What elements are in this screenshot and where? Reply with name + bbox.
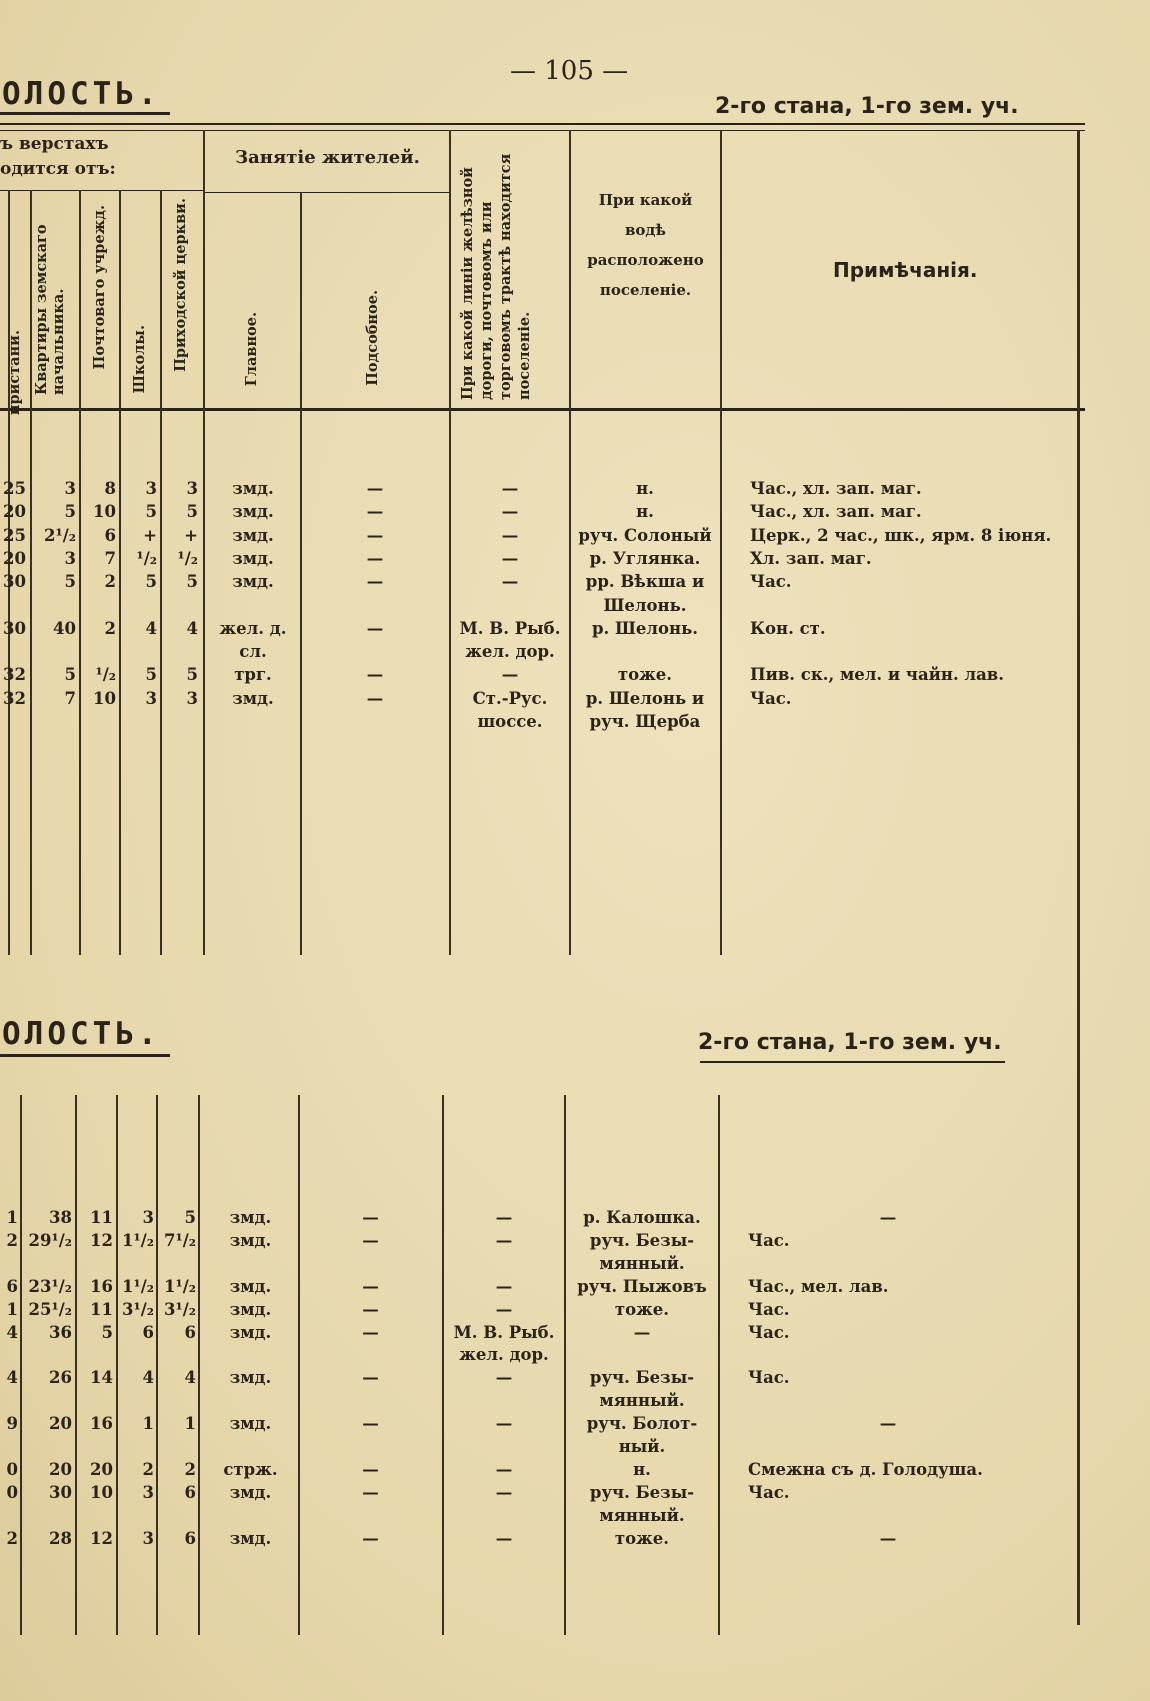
occupation-group-rule — [205, 192, 450, 193]
col-header-pochta: Почтоваго учрежд. — [91, 205, 108, 370]
table-row — [0, 548, 1080, 571]
cell-po: 7 — [104, 548, 116, 568]
cell-road: М. В. Рыб. — [453, 1322, 555, 1342]
table-row — [0, 1505, 1080, 1528]
cell-s: ¹/₂ — [136, 548, 157, 568]
cell-main: змд. — [229, 1276, 272, 1296]
cell-water: руч. Щерба — [589, 712, 701, 731]
cell-s: 3 — [145, 688, 157, 708]
cell-notes: Церк., 2 час., шк., ярм. 8 іюня. — [750, 525, 1052, 545]
cell-p: 4 — [6, 1368, 18, 1388]
section-2-title-underline — [0, 1054, 170, 1057]
cell-main: змд. — [229, 1299, 272, 1319]
cell-main: сл. — [239, 642, 267, 662]
cell-notes: Час. — [750, 572, 792, 592]
cell-c: 6 — [184, 1322, 196, 1342]
col-header-tserkov: Приходской церкви. — [172, 198, 189, 372]
table-row — [0, 595, 1080, 618]
cell-water: Шелонь. — [603, 595, 687, 615]
header-bottom-rule — [0, 408, 1085, 411]
page-number: — 105 — — [510, 56, 629, 86]
cell-notes: Кон. ст. — [750, 618, 826, 638]
cell-notes: Час., хл. зап. маг. — [750, 479, 922, 498]
cell-k: 20 — [49, 1414, 72, 1434]
cell-aux: — — [366, 572, 384, 592]
cell-aux: — — [362, 1368, 379, 1388]
cell-s: + — [143, 525, 157, 545]
cell-road: — — [495, 1528, 513, 1548]
cell-p: 9 — [6, 1414, 18, 1434]
cell-k: 5 — [64, 502, 76, 522]
table-row — [0, 1413, 1080, 1436]
cell-c: 1¹/₂ — [164, 1276, 196, 1296]
cell-po: 5 — [101, 1322, 113, 1342]
cell-notes: Час., мел. лав. — [748, 1276, 889, 1296]
col-header-main: Главное. — [243, 312, 260, 387]
cell-notes: — — [879, 1414, 897, 1434]
cell-water: тоже. — [617, 665, 673, 685]
cell-road: шоссе. — [477, 712, 543, 731]
cell-aux: — — [366, 665, 384, 685]
section-2-subtitle: 2-го стана, 1-го зем. уч. — [698, 1030, 1002, 1055]
cell-water: р. Шелонь и — [585, 688, 705, 708]
cell-po: 20 — [90, 1459, 113, 1479]
cell-po: ¹/₂ — [95, 665, 116, 685]
cell-po: 12 — [90, 1230, 113, 1250]
cell-water: мянный. — [599, 1391, 685, 1411]
cell-water: тоже. — [614, 1528, 670, 1548]
cell-notes: Час. — [748, 1322, 790, 1342]
table-row — [0, 1390, 1080, 1413]
cell-c: 4 — [184, 1368, 196, 1388]
cell-aux: — — [366, 688, 384, 708]
cell-s: 3 — [142, 1208, 154, 1227]
cell-k: 40 — [53, 618, 76, 638]
cell-water: н. — [636, 502, 654, 522]
cell-k: 23¹/₂ — [28, 1276, 72, 1296]
section-1-subtitle: 2-го стана, 1-го зем. уч. — [715, 94, 1019, 119]
table-row — [0, 618, 1080, 641]
cell-p: 25 — [3, 479, 26, 498]
table-row — [0, 501, 1080, 524]
cell-p: 1 — [6, 1299, 18, 1319]
cell-road: — — [495, 1368, 513, 1388]
cell-po: 11 — [90, 1299, 113, 1319]
cell-p: 2 — [6, 1230, 18, 1250]
cell-main: змд. — [232, 525, 274, 545]
cell-road: — — [495, 1230, 513, 1250]
cell-p: 32 — [3, 665, 26, 685]
cell-water: ный. — [618, 1437, 666, 1456]
col-header-road: При какой линіи желѣзной дороги, почтовомъ или торговомъ трактѣ находится поселеніе. — [459, 153, 533, 400]
cell-main: змд. — [232, 502, 274, 522]
cell-aux: — — [362, 1230, 379, 1250]
cell-main: змд. — [229, 1414, 272, 1434]
cell-po: 14 — [90, 1368, 113, 1388]
cell-water: руч. Пыжовъ — [577, 1276, 707, 1296]
cell-aux: — — [362, 1414, 379, 1434]
cell-k: 36 — [49, 1322, 72, 1342]
cell-p: 4 — [6, 1322, 18, 1342]
table-row — [0, 1436, 1080, 1459]
table-row — [0, 1482, 1080, 1505]
cell-k: 30 — [49, 1482, 72, 1502]
cell-po: 16 — [90, 1276, 113, 1296]
col-header-shkola: Школы. — [131, 325, 148, 394]
table-row — [0, 1344, 1080, 1367]
cell-road: — — [495, 1459, 513, 1479]
cell-po: 2 — [104, 572, 116, 592]
cell-k: 2¹/₂ — [44, 525, 76, 545]
cell-water: н. — [633, 1459, 651, 1479]
cell-notes: — — [879, 1208, 897, 1227]
cell-water: р. Углянка. — [589, 548, 701, 568]
cell-water: руч. Солоный — [578, 525, 712, 545]
cell-c: 6 — [184, 1528, 196, 1548]
cell-s: 4 — [142, 1368, 154, 1388]
table-row — [0, 1207, 1080, 1230]
cell-water: мянный. — [599, 1253, 685, 1273]
cell-po: 2 — [104, 618, 116, 638]
cell-aux: — — [366, 525, 384, 545]
cell-water: руч. Безы- — [589, 1230, 695, 1250]
cell-water: — — [633, 1322, 651, 1342]
table-row — [0, 1230, 1080, 1253]
cell-p: 1 — [6, 1208, 18, 1227]
cell-p: 2 — [6, 1528, 18, 1548]
cell-water: тоже. — [614, 1299, 670, 1319]
cell-c: 6 — [184, 1482, 196, 1502]
cell-notes: Пив. ск., мел. и чайн. лав. — [750, 665, 1005, 685]
cell-p: 30 — [3, 618, 26, 638]
cell-p: 30 — [3, 572, 26, 592]
cell-water: н. — [636, 479, 654, 498]
cell-notes: Хл. зап. маг. — [750, 548, 872, 568]
cell-k: 38 — [49, 1208, 72, 1227]
cell-main: змд. — [232, 479, 274, 498]
cell-notes: — — [879, 1528, 897, 1548]
table-row — [0, 641, 1080, 664]
cell-aux: — — [366, 548, 384, 568]
cell-s: 1¹/₂ — [122, 1230, 154, 1250]
cell-c: ¹/₂ — [177, 548, 198, 568]
cell-k: 7 — [64, 688, 76, 708]
cell-road: — — [501, 502, 519, 522]
section-2-title: ОЛОСТЬ. — [2, 1016, 161, 1052]
cell-notes: Час. — [748, 1299, 790, 1319]
cell-p: 0 — [6, 1482, 18, 1502]
cell-c: 5 — [186, 572, 198, 592]
cell-road: — — [495, 1299, 513, 1319]
cell-notes: Час. — [750, 688, 792, 708]
cell-road: — — [495, 1482, 513, 1502]
cell-k: 26 — [49, 1368, 72, 1388]
cell-road: — — [495, 1276, 513, 1296]
cell-c: 3¹/₂ — [164, 1299, 196, 1319]
table-row — [0, 664, 1080, 687]
cell-road: М. В. Рыб. — [459, 618, 561, 638]
cell-s: 5 — [145, 665, 157, 685]
cell-water: руч. Безы- — [589, 1368, 695, 1388]
section-1-title-underline — [0, 112, 170, 115]
cell-aux: — — [366, 502, 384, 522]
cell-road: жел. дор. — [459, 1345, 549, 1365]
cell-water: руч. Болот- — [586, 1414, 698, 1434]
cell-k: 20 — [49, 1459, 72, 1479]
table-row — [0, 571, 1080, 594]
distance-group-label: ъ верстахъ одится отъ: — [0, 134, 116, 179]
cell-k: 3 — [64, 479, 76, 498]
cell-po: 8 — [104, 479, 116, 498]
cell-notes: Час. — [748, 1368, 790, 1388]
cell-road: — — [501, 479, 519, 498]
cell-po: 6 — [104, 525, 116, 545]
cell-p: 20 — [3, 502, 26, 522]
cell-p: 20 — [3, 548, 26, 568]
cell-road: — — [501, 665, 519, 685]
cell-road: Ст.-Рус. — [472, 688, 548, 708]
cell-aux: — — [362, 1208, 379, 1227]
cell-c: 5 — [186, 502, 198, 522]
occupation-group-label: Занятіе жителей. — [235, 147, 420, 168]
cell-main: змд. — [229, 1482, 272, 1502]
cell-aux: — — [362, 1276, 379, 1296]
cell-c: 3 — [186, 479, 198, 498]
cell-water: р. Калошка. — [583, 1208, 701, 1227]
cell-p: 6 — [6, 1276, 18, 1296]
cell-main: змд. — [229, 1322, 272, 1342]
cell-aux: — — [362, 1322, 379, 1342]
cell-main: трг. — [234, 665, 272, 685]
cell-notes: Смежна съ д. Голодуша. — [748, 1459, 983, 1479]
cell-notes: Час. — [748, 1482, 790, 1502]
cell-s: 3 — [142, 1482, 154, 1502]
cell-po: 11 — [90, 1208, 113, 1227]
cell-aux: — — [362, 1528, 379, 1548]
cell-p: 0 — [6, 1459, 18, 1479]
cell-s: 5 — [145, 572, 157, 592]
table-top-rule — [0, 123, 1085, 125]
cell-notes: Час., хл. зап. маг. — [750, 502, 922, 522]
cell-k: 5 — [64, 572, 76, 592]
col-header-water: При какой водѣ расположено поселеніе. — [587, 191, 704, 299]
cell-aux: — — [362, 1459, 379, 1479]
table-row — [0, 711, 1080, 734]
cell-c: 7¹/₂ — [164, 1230, 196, 1250]
cell-road: — — [501, 548, 519, 568]
cell-road: — — [495, 1208, 513, 1227]
cell-road: — — [501, 525, 519, 545]
cell-po: 12 — [90, 1528, 113, 1548]
cell-p: 32 — [3, 688, 26, 708]
cell-po: 10 — [93, 502, 116, 522]
cell-main: жел. д. — [219, 618, 287, 638]
cell-po: 16 — [90, 1414, 113, 1434]
cell-p: 25 — [3, 525, 26, 545]
cell-s: 3 — [145, 479, 157, 498]
table-row — [0, 1528, 1080, 1551]
section-2-subtitle-underline — [700, 1061, 1005, 1063]
cell-s: 5 — [145, 502, 157, 522]
table-row — [0, 1253, 1080, 1276]
cell-road: жел. дор. — [465, 642, 555, 662]
cell-main: змд. — [229, 1368, 272, 1388]
col-header-aux: Подсобное. — [364, 290, 381, 386]
cell-water: р. Шелонь. — [591, 618, 699, 638]
table-row — [0, 478, 1080, 501]
cell-s: 4 — [145, 618, 157, 638]
cell-s: 3¹/₂ — [122, 1299, 154, 1319]
cell-c: + — [184, 525, 198, 545]
col-header-notes: Примѣчанія. — [833, 258, 978, 282]
table-row — [0, 1299, 1080, 1322]
cell-road: — — [495, 1414, 513, 1434]
cell-c: 1 — [184, 1414, 196, 1434]
section-1-title: ОЛОСТЬ. — [2, 76, 161, 112]
cell-main: змд. — [232, 548, 274, 568]
cell-k: 3 — [64, 548, 76, 568]
cell-k: 28 — [49, 1528, 72, 1548]
table-row — [0, 525, 1080, 548]
cell-s: 1¹/₂ — [122, 1276, 154, 1296]
cell-k: 25¹/₂ — [28, 1299, 72, 1319]
cell-po: 10 — [93, 688, 116, 708]
cell-aux: — — [366, 618, 384, 638]
cell-aux: — — [362, 1482, 379, 1502]
table-row — [0, 1276, 1080, 1299]
cell-main: змд. — [232, 688, 274, 708]
table-row — [0, 1322, 1080, 1345]
cell-main: змд. — [229, 1208, 272, 1227]
table-row — [0, 688, 1080, 711]
cell-k: 29¹/₂ — [28, 1230, 72, 1250]
cell-notes: Час. — [748, 1230, 790, 1250]
cell-aux: — — [366, 479, 384, 498]
cell-water: мянный. — [599, 1505, 685, 1525]
cell-s: 2 — [142, 1459, 154, 1479]
cell-po: 10 — [90, 1482, 113, 1502]
cell-main: змд. — [229, 1230, 272, 1250]
cell-c: 2 — [184, 1459, 196, 1479]
col-header-pristan: пристани. — [6, 330, 23, 416]
cell-aux: — — [362, 1299, 379, 1319]
cell-road: — — [501, 572, 519, 592]
cell-s: 1 — [142, 1414, 154, 1434]
table-row — [0, 1459, 1080, 1482]
table-row — [0, 1367, 1080, 1390]
cell-c: 5 — [184, 1208, 196, 1227]
col-header-kvartira: Квартиры земскаго начальника. — [33, 224, 67, 395]
cell-c: 5 — [186, 665, 198, 685]
cell-k: 5 — [64, 665, 76, 685]
cell-main: змд. — [232, 572, 274, 592]
cell-water: руч. Безы- — [589, 1482, 695, 1502]
cell-main: стрж. — [223, 1459, 278, 1479]
cell-s: 6 — [142, 1322, 154, 1342]
cell-water: рр. Вѣкша и — [585, 572, 705, 592]
cell-s: 3 — [142, 1528, 154, 1548]
table-top-rule-thin — [0, 130, 1085, 131]
cell-c: 3 — [186, 688, 198, 708]
cell-main: змд. — [229, 1528, 272, 1548]
cell-c: 4 — [186, 618, 198, 638]
